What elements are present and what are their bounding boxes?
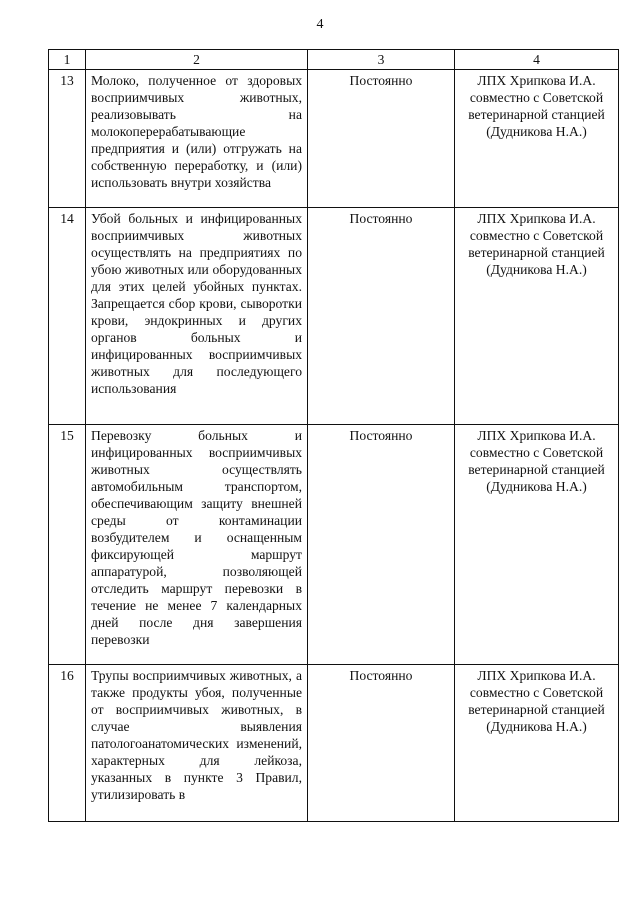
measure-text: Перевозку больных и инфицированных восприимчивых животных осуществлять автомобильным транспортом, обеспечивающим защиту внешней среды от контаминации возбудителем и оснащенным фиксирующей маршрут аппаратурой, позволяющей отследить маршрут перевозки в течение не менее 7 календарных дней после дня завершения перевозки: [86, 425, 308, 665]
period-cell: Постоянно: [308, 70, 455, 208]
period-cell: Постоянно: [308, 665, 455, 822]
row-number: 14: [49, 208, 86, 425]
header-cell-4: 4: [455, 50, 619, 70]
page-number: 4: [316, 17, 324, 32]
responsible-cell: ЛПХ Хрипкова И.А. совместно с Советской ветеринарной станцией (Дудникова Н.А.): [455, 425, 619, 665]
responsible-cell: ЛПХ Хрипкова И.А. совместно с Советской ветеринарной станцией (Дудникова Н.А.): [455, 665, 619, 822]
table-row: [49, 208, 619, 425]
responsible-cell: ЛПХ Хрипкова И.А. совместно с Советской ветеринарной станцией (Дудникова Н.А.): [455, 208, 619, 425]
period-cell: Постоянно: [308, 425, 455, 665]
responsible-cell: ЛПХ Хрипкова И.А. совместно с Советской ветеринарной станцией (Дудникова Н.А.): [455, 70, 619, 208]
measures-table: [48, 49, 619, 822]
table-row: [49, 70, 619, 208]
header-cell-3: 3: [308, 50, 455, 70]
header-cell-2: 2: [86, 50, 308, 70]
period-cell: Постоянно: [308, 208, 455, 425]
measure-text: Убой больных и инфицированных восприимчивых животных осуществлять на предприятиях по убою животных или оборудованных для этих целей убойных пунктах. Запрещается сбор крови, сыворотки крови, эндокринных и других органов больных и инфицированных восприимчивых животных для последующего использования: [86, 208, 308, 425]
row-number: 16: [49, 665, 86, 822]
table-row: [49, 425, 619, 665]
table-row: [49, 665, 619, 822]
measure-text: Молоко, полученное от здоровых восприимчивых животных, реализовывать на молокоперерабатывающие предприятия и (или) отгружать на собственную переработку, и (или) использовать внутри хозяйства: [86, 70, 308, 208]
header-cell-1: 1: [49, 50, 86, 70]
row-number: 15: [49, 425, 86, 665]
row-number: 13: [49, 70, 86, 208]
table-header-row: [49, 50, 619, 70]
measure-text: Трупы восприимчивых животных, а также продукты убоя, полученные от восприимчивых животных, в случае выявления патологоанатомических изменений, характерных для лейкоза, указанных в пункте 3 Правил, утилизировать в: [86, 665, 308, 822]
